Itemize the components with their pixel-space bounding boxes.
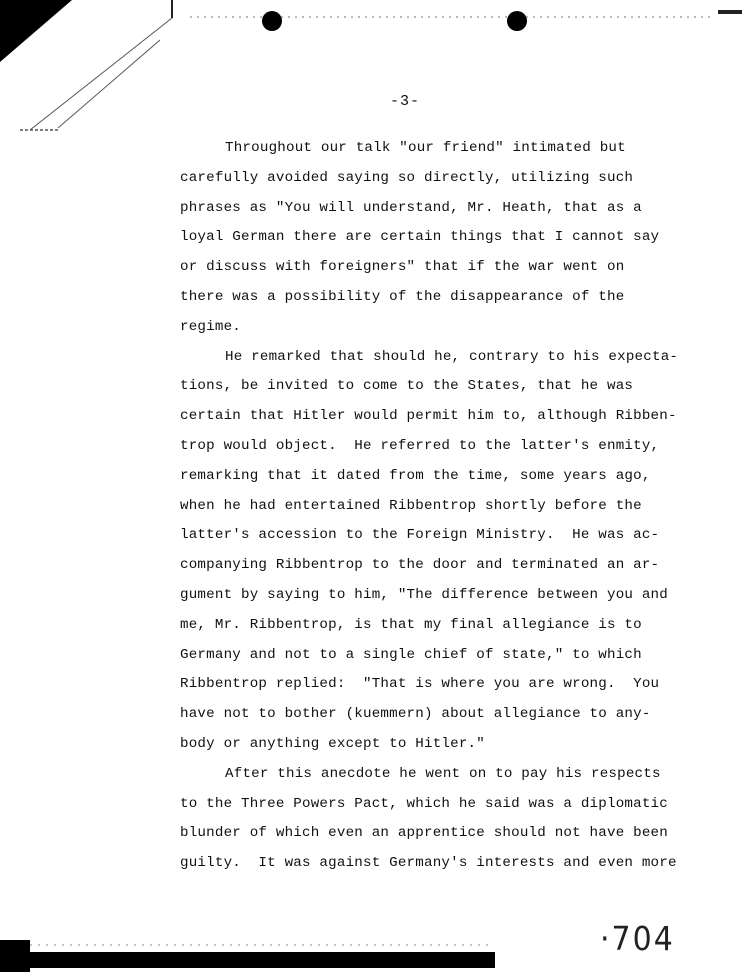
text-line: regime. (180, 318, 241, 335)
text-line: have not to bother (kuemmern) about allegiance to any- (180, 706, 651, 723)
text-line: Throughout our talk "our friend" intimated but (225, 140, 626, 156)
text-line: phrases as "You will understand, Mr. Heath, that as a (180, 199, 642, 216)
text-line: companying Ribbentrop to the door and terminated an ar- (180, 557, 660, 574)
text-line: carefully avoided saying so directly, utilizing such (180, 169, 634, 186)
text-line: certain that Hitler would permit him to, although Ribben- (180, 408, 677, 425)
text-line: or discuss with foreigners" that if the war went on (180, 259, 625, 276)
handwritten-page-number: ·704 (600, 920, 675, 959)
page-number: -3- (390, 93, 421, 110)
punch-hole-right (507, 11, 527, 31)
text-line: tions, be invited to come to the States, that he was (180, 378, 634, 395)
text-line: latter's accession to the Foreign Ministry. He was ac- (180, 527, 660, 544)
text-line: me, Mr. Ribbentrop, is that my final allegiance is to (180, 616, 642, 633)
top-right-mark (718, 10, 742, 14)
text-line: body or anything except to Hitler." (180, 735, 485, 752)
document-body (180, 134, 700, 879)
folded-corner-artifact (0, 0, 200, 150)
text-line: Ribbentrop replied: "That is where you are wrong. You (180, 676, 660, 693)
text-line: guilty. It was against Germany's interests and even more (180, 855, 677, 872)
text-line: there was a possibility of the disappearance of the (180, 288, 625, 305)
text-line: He remarked that should he, contrary to his expecta- (225, 348, 679, 365)
text-line: to the Three Powers Pact, which he said was a diplomatic (180, 795, 668, 812)
text-line: remarking that it dated from the time, some years ago, (180, 467, 651, 484)
bottom-edge-bar-artifact (30, 952, 495, 968)
text-line: loyal German there are certain things that I cannot say (180, 229, 660, 246)
text-line: when he had entertained Ribbentrop shortly before the (180, 497, 642, 514)
text-line: trop would object. He referred to the latter's enmity, (180, 437, 660, 454)
text-line: blunder of which even an apprentice should not have been (180, 825, 668, 842)
bottom-dotted-artifact (30, 943, 490, 947)
text-line: After this anecdote he went on to pay his respects (225, 765, 661, 782)
text-line: Germany and not to a single chief of state," to which (180, 646, 642, 663)
bottom-left-edge-artifact (0, 940, 30, 972)
punch-hole-left (262, 11, 282, 31)
text-line: gument by saying to him, "The difference between you and (180, 586, 668, 603)
